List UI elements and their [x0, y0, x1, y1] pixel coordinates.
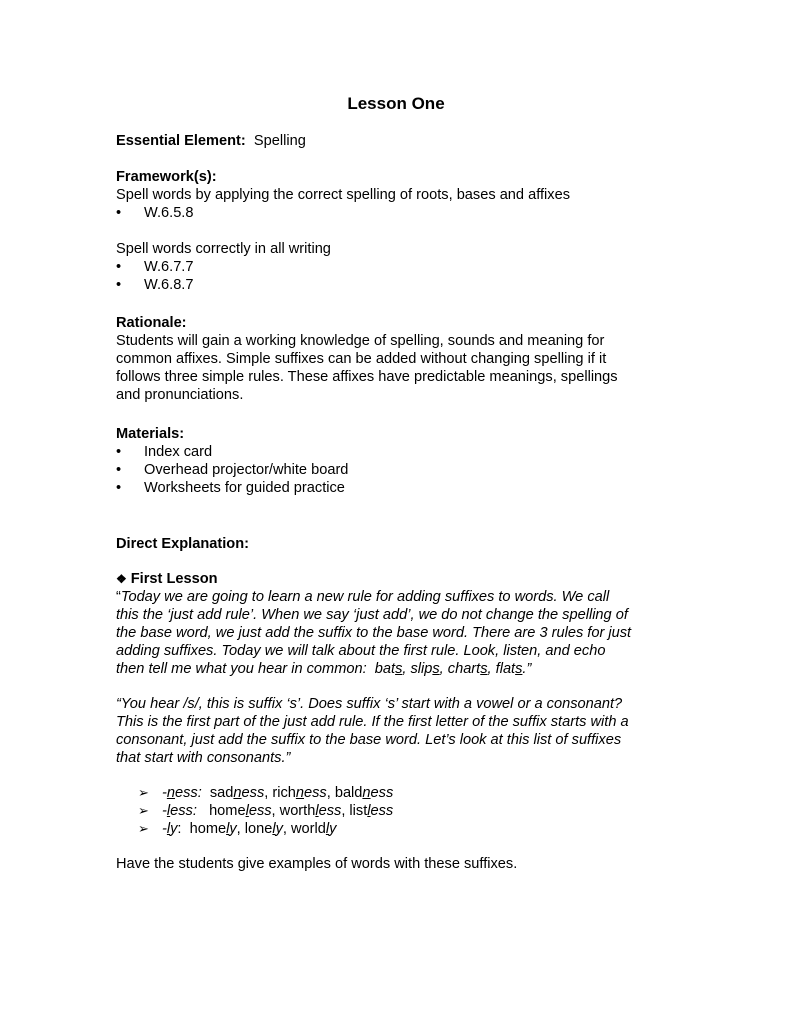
suffix-list [116, 784, 686, 838]
paragraph-line: “You hear /s/, this is suffix ‘s’. Does suffix ‘s’ start with a vowel or a consonant? [116, 696, 623, 712]
example-word: slips, [410, 661, 448, 677]
materials-heading: Materials: [116, 426, 185, 442]
closing-instruction: Have the students give examples of words with these suffixes. [116, 856, 518, 872]
list-item [116, 443, 686, 461]
rationale-line: Students will gain a working knowledge of spelling, sounds and meaning for [116, 333, 605, 349]
list-item-label: Overhead projector/white board [144, 462, 349, 478]
framework-text-2: Spell words correctly in all writing [116, 241, 331, 257]
list-item [116, 784, 686, 802]
example-word: charts, [447, 661, 496, 677]
paragraph-line [116, 588, 686, 606]
rationale-line: and pronunciations. [116, 387, 244, 403]
suffix-item: -less: homeless, worthless, listless [162, 803, 394, 819]
bullet-icon: • [116, 205, 122, 221]
list-item-label: W.6.8.7 [144, 277, 194, 293]
framework-writing [116, 240, 686, 294]
framework-section [116, 168, 686, 222]
first-lesson-label: First Lesson [130, 571, 218, 587]
diamond-bullet-icon: ❖ [116, 572, 127, 586]
list-item-label: W.6.5.8 [144, 205, 194, 221]
paragraph-line: this the ‘just add rule’. When we say ‘just add’, we do not change the spelling of [116, 607, 628, 623]
rationale-heading: Rationale: [116, 315, 187, 331]
paragraph-line: consonant, just add the suffix to the base word. Let’s look at this list of suffixes [116, 732, 622, 748]
framework-text-1: Spell words by applying the correct spelling of roots, bases and affixes [116, 187, 571, 203]
arrow-bullet-icon: ➢ [138, 803, 149, 818]
arrow-bullet-icon: ➢ [138, 785, 149, 800]
list-item [116, 461, 686, 479]
suffix-item: -ly: homely, lonely, worldly [162, 821, 337, 837]
list-item [116, 820, 686, 838]
bullet-icon: • [116, 277, 122, 293]
bullet-icon: • [116, 444, 122, 460]
framework-heading: Framework(s): [116, 169, 217, 185]
paragraph-line-text: then tell me what you hear in common: [116, 661, 375, 677]
paragraph-line: adding suffixes. Today we will talk about the first rule. Look, listen, and echo [116, 643, 606, 659]
list-item-label: Index card [144, 444, 213, 460]
open-quote: “ [116, 589, 121, 605]
list-item [116, 258, 686, 276]
bullet-icon: • [116, 480, 122, 496]
paragraph-line: This is the first part of the just add rule. If the first letter of the suffix starts with a [116, 714, 629, 730]
list-item [116, 802, 686, 820]
suffix-item: -ness: sadness, richness, baldness [162, 785, 394, 801]
essential-element-value: Spelling [253, 133, 306, 149]
list-item-label: Worksheets for guided practice [144, 480, 345, 496]
essential-element-label: Essential Element: [116, 133, 246, 149]
list-item [116, 204, 686, 222]
first-lesson-heading [116, 570, 686, 588]
list-item-label: W.6.7.7 [144, 259, 194, 275]
lesson-paragraph-2 [116, 695, 686, 767]
bullet-icon: • [116, 462, 122, 478]
arrow-bullet-icon: ➢ [138, 821, 149, 836]
essential-element [116, 132, 686, 150]
rationale-line: follows three simple rules. These affixes have predictable meanings, spellings [116, 369, 618, 385]
page-title: Lesson One [347, 94, 445, 113]
paragraph-line: that start with consonants.” [116, 750, 291, 766]
example-word: flats.” [495, 661, 532, 677]
example-word: bats, [374, 661, 411, 677]
direct-explanation-heading: Direct Explanation: [116, 536, 249, 552]
bullet-icon: • [116, 259, 122, 275]
paragraph-line-text: Today we are going to learn a new rule for adding suffixes to words. We call [120, 589, 610, 605]
materials-section [116, 425, 686, 497]
paragraph-line: the base word, we just add the suffix to the base word. There are 3 rules for just [116, 625, 632, 641]
list-item [116, 479, 686, 497]
paragraph-line [116, 660, 686, 678]
lesson-paragraph-1 [116, 588, 686, 678]
list-item [116, 276, 686, 294]
rationale-line: common affixes. Simple suffixes can be added without changing spelling if it [116, 351, 607, 367]
rationale-section [116, 314, 686, 404]
